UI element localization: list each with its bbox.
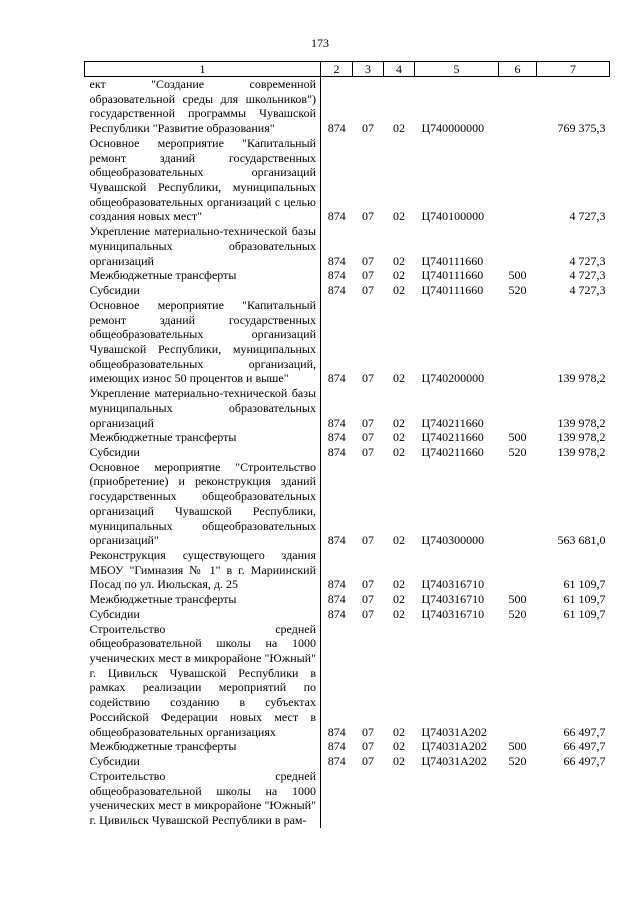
ministry-code: 874 [327,415,346,430]
table-row [85,592,610,607]
ministry-code: 874 [327,121,346,136]
target-article-code: Ц740100000 [421,209,485,224]
target-article-code: Ц740200000 [421,371,485,386]
amount-value: 4 727,3 [569,283,606,298]
expense-type-code [499,298,537,386]
table-row [85,739,610,754]
target-article-code [415,769,499,828]
section-code: 07 [362,724,374,739]
table-row [85,77,610,136]
ministry-code: 874 [327,268,346,283]
subsection-code: 02 [393,606,405,621]
target-article-code: Ц740316710 [421,592,485,607]
section-code: 07 [362,121,374,136]
table-row [85,283,610,298]
table-row [85,769,610,828]
amount-value: 61 109,7 [563,592,606,607]
section-code: 07 [362,592,374,607]
target-article-code: Ц740111660 [421,253,484,268]
subsection-code: 02 [393,268,405,283]
target-article-code: Ц74031А202 [421,754,487,769]
table-row [85,430,610,445]
section-code: 07 [362,444,374,459]
expense-type-code [499,622,537,740]
section-code: 07 [362,754,374,769]
ministry-code: 874 [327,371,346,386]
column-header-1: 1 [85,62,321,77]
table-row [85,298,610,386]
amount-value: 66 497,7 [563,724,606,739]
expense-type-code [499,460,537,548]
column-header-3: 3 [353,62,384,77]
amount-value: 139 978,2 [557,415,606,430]
target-article-code: Ц74031А202 [421,724,487,739]
amount-value: 139 978,2 [557,371,606,386]
amount-value: 769 375,3 [557,121,606,136]
subsection-code: 02 [393,415,405,430]
column-header-4: 4 [384,62,415,77]
table-row [85,754,610,769]
subsection-code: 02 [393,592,405,607]
ministry-code: 874 [327,253,346,268]
row-description: Межбюджетные трансферты [85,592,321,607]
table-row [85,136,610,224]
row-description: Субсидии [85,445,321,460]
subsection-code: 02 [393,739,405,754]
expense-type-code [499,224,537,268]
target-article-code: Ц740111660 [421,268,484,283]
target-article-code: Ц740316710 [421,606,485,621]
target-article-code: Ц740316710 [421,577,485,592]
row-description: ект "Создание современной образовательной среды для школьников") государственной программы Чувашской Республики "Развитие образования" [85,77,321,136]
table-row [85,622,610,740]
ministry-code: 874 [327,754,346,769]
column-header-7: 7 [537,62,610,77]
page-number: 173 [311,36,329,50]
amount-value: 66 497,7 [563,754,606,769]
column-header-6: 6 [499,62,537,77]
header-row [85,62,610,77]
row-description: Межбюджетные трансферты [85,739,321,754]
table-row [85,445,610,460]
ministry-code: 874 [327,444,346,459]
expense-type-code [499,136,537,224]
expense-type-code: 500 [508,592,527,607]
subsection-code: 02 [393,283,405,298]
subsection-code: 02 [393,209,405,224]
table-row [85,460,610,548]
target-article-code: Ц740211660 [421,444,484,459]
section-code: 07 [362,577,374,592]
row-description: Строительство средней общеобразовательной школы на 1000 ученических мест в микрорайоне "Южный" г. Цивильск Чувашской Республики в рам- [85,769,321,828]
amount-value: 61 109,7 [563,577,606,592]
amount-value [537,769,610,828]
ministry-code: 874 [327,592,346,607]
expense-type-code [499,548,537,592]
row-description: Укрепление материально-технической базы муниципальных образовательных организаций [85,224,321,268]
row-description: Межбюджетные трансферты [85,430,321,445]
amount-value: 139 978,2 [557,430,606,445]
section-code: 07 [362,371,374,386]
expense-type-code: 520 [508,754,527,769]
row-description: Субсидии [85,754,321,769]
target-article-code: Ц740211660 [421,415,484,430]
expense-type-code: 500 [508,430,527,445]
target-article-code: Ц740211660 [421,430,484,445]
table-row [85,607,610,622]
subsection-code: 02 [393,724,405,739]
expense-type-code: 520 [508,606,527,621]
subsection-code: 02 [393,444,405,459]
ministry-code: 874 [327,283,346,298]
row-description: Основное мероприятие "Капитальный ремонт зданий государственных общеобразовательных организаций Чувашской Республики, муниципальных общеобразовательных организаций с целью создания новых мест" [85,136,321,224]
row-description: Основное мероприятие "Строительство (приобретение) и реконструкция зданий государственных общеобразовательных организаций Чувашской Республики, муниципальных общеобразовательных организаций" [85,460,321,548]
ministry-code [321,769,353,828]
subsection-code: 02 [393,121,405,136]
column-header-5: 5 [415,62,499,77]
ministry-code: 874 [327,724,346,739]
section-code: 07 [362,606,374,621]
subsection-code: 02 [393,371,405,386]
section-code: 07 [362,430,374,445]
section-code: 07 [362,415,374,430]
amount-value: 563 681,0 [557,533,606,548]
row-description: Укрепление материально-технической базы муниципальных образовательных организаций [85,386,321,430]
table-row [85,224,610,268]
subsection-code [384,769,415,828]
amount-value: 4 727,3 [569,253,606,268]
amount-value: 4 727,3 [569,209,606,224]
amount-value: 61 109,7 [563,606,606,621]
column-header-2: 2 [321,62,353,77]
section-code: 07 [362,253,374,268]
section-code: 07 [362,268,374,283]
subsection-code: 02 [393,430,405,445]
row-description: Субсидии [85,283,321,298]
budget-table [84,61,610,828]
section-code [353,769,384,828]
ministry-code: 874 [327,209,346,224]
ministry-code: 874 [327,606,346,621]
section-code: 07 [362,533,374,548]
target-article-code: Ц74031А202 [421,739,487,754]
table-body [85,77,610,828]
ministry-code: 874 [327,577,346,592]
amount-value: 66 497,7 [563,739,606,754]
ministry-code: 874 [327,533,346,548]
expense-type-code: 520 [508,444,527,459]
section-code: 07 [362,283,374,298]
expense-type-code [499,386,537,430]
ministry-code: 874 [327,430,346,445]
amount-value: 139 978,2 [557,444,606,459]
table-header [85,62,610,77]
row-description: Реконструкция существующего здания МБОУ "Гимназия № 1" в г. Мариинский Посад по ул. Июльская, д. 25 [85,548,321,592]
amount-value: 4 727,3 [569,268,606,283]
subsection-code: 02 [393,577,405,592]
row-description: Основное мероприятие "Капитальный ремонт зданий государственных общеобразовательных организаций Чувашской Республики, муниципальных общеобразовательных организаций, имеющих износ 50 процентов и выше" [85,298,321,386]
subsection-code: 02 [393,533,405,548]
expense-type-code: 500 [508,268,527,283]
expense-type-code [499,77,537,136]
row-description: Субсидии [85,607,321,622]
expense-type-code: 500 [508,739,527,754]
row-description: Строительство средней общеобразовательной школы на 1000 ученических мест в микрорайоне "Южный" г. Цивильск Чувашской Республики в рамках реализации мероприятий по содействию созданию в субъектах Российской Федерации новых мест в общеобразовательных организациях [85,622,321,740]
target-article-code: Ц740111660 [421,283,484,298]
row-description: Межбюджетные трансферты [85,268,321,283]
section-code: 07 [362,209,374,224]
subsection-code: 02 [393,754,405,769]
expense-type-code: 520 [508,283,527,298]
subsection-code: 02 [393,253,405,268]
target-article-code: Ц740300000 [421,533,485,548]
expense-type-code [499,769,537,828]
target-article-code: Ц740000000 [421,121,485,136]
section-code: 07 [362,739,374,754]
table-row [85,548,610,592]
table-row [85,268,610,283]
ministry-code: 874 [327,739,346,754]
table-row [85,386,610,430]
